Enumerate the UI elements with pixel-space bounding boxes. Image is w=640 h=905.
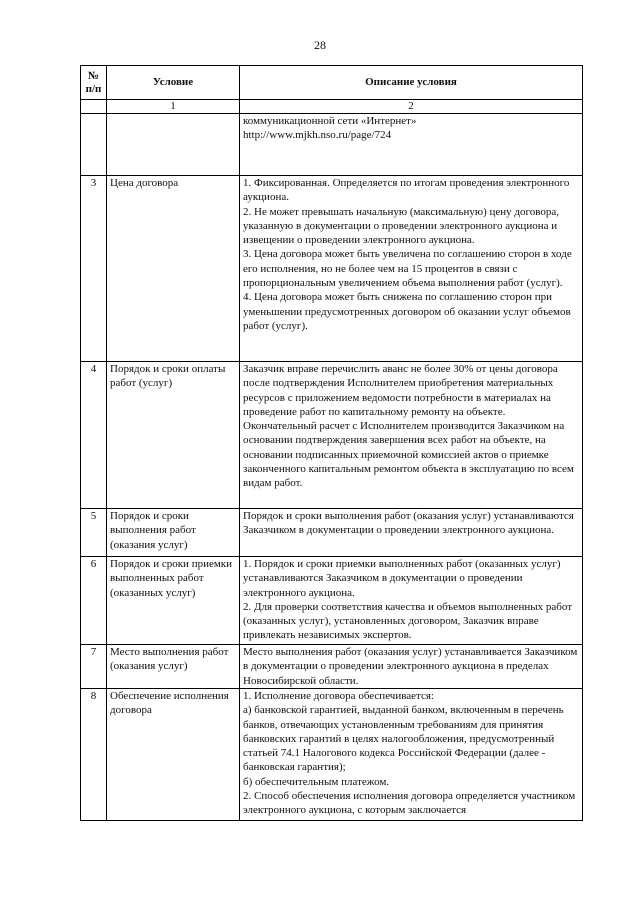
header-number: № п/п (81, 66, 107, 100)
description-paragraph: Порядок и сроки выполнения работ (оказания услуг) устанавливаются Заказчиком в документации о проведении электронного аукциона. (243, 510, 574, 537)
description-paragraph: 3. Цена договора может быть увеличена по соглашению сторон в ходе его исполнения, но не более чем на 15 процентов в связи с пропорциональным увеличением объема выполнения работ (услуг). (243, 248, 572, 290)
column-number-cell: 1 (107, 100, 240, 114)
description-paragraph: 4. Цена договора может быть снижена по соглашению сторон при уменьшении предусмотренных договором об оказании услуг объемов работ (услуг). (243, 291, 571, 332)
conditions-table (80, 65, 583, 821)
description-paragraph: 2. Способ обеспечения исполнения договора определяется участником электронного аукциона, с которым заключается (243, 790, 576, 817)
row-description (240, 114, 583, 176)
row-number: 3 (81, 176, 107, 362)
row-number: 4 (81, 362, 107, 509)
page-number: 28 (314, 38, 326, 52)
table-row (81, 176, 583, 362)
row-condition (107, 114, 240, 176)
row-condition: Порядок и сроки выполнения работ (оказания услуг) (107, 509, 240, 557)
table-row (81, 645, 583, 689)
row-number: 6 (81, 557, 107, 645)
row-number: 5 (81, 509, 107, 557)
row-description (240, 362, 583, 509)
row-condition: Место выполнения работ (оказания услуг) (107, 645, 240, 689)
row-number (81, 114, 107, 176)
column-number-cell (81, 100, 107, 114)
description-paragraph: 2. Не может превышать начальную (максимальную) цену договора, указанную в документации о проведении электронного аукциона и извещении о проведении электронного аукциона. (243, 205, 560, 247)
description-paragraph: Место выполнения работ (оказания услуг) устанавливается Заказчиком в документации о проведении электронного аукциона в пределах Новосибирской области. (243, 646, 578, 687)
row-condition: Цена договора (107, 176, 240, 362)
table-row (81, 114, 583, 176)
table-row (81, 689, 583, 821)
row-description (240, 176, 583, 362)
description-paragraph: 1. Исполнение договора обеспечивается: (243, 690, 434, 702)
row-number: 8 (81, 689, 107, 821)
row-description (240, 689, 583, 821)
row-number: 7 (81, 645, 107, 689)
description-paragraph: коммуникационной сети «Интернет» (243, 115, 417, 127)
table-row (81, 362, 583, 509)
table-row (81, 557, 583, 645)
description-paragraph: а) банковской гарантией, выданной банком, включенным в перечень банков, отвечающих установленным требованиям для принятия банковских гарантий в целях налогообложения, предусмотренный статьей 74.1 Налогового кодекса Российской Федерации (далее - банковская гарантия); (243, 704, 564, 774)
description-paragraph: Окончательный расчет с Исполнителем производится Заказчиком на основании подтверждения завершения всех работ на объекте, на основании подписанных приемочной комиссией актов о приемке законченного капитальным ремонтом объекта в эксплуатацию по всем видам работ. (243, 420, 574, 490)
row-description (240, 645, 583, 689)
table-header-row (81, 66, 583, 100)
column-number-row (81, 100, 583, 114)
description-paragraph: 1. Порядок и сроки приемки выполненных работ (оказанных услуг) устанавливаются Заказчиком в документации о проведении электронного аукциона. (243, 558, 561, 599)
row-condition: Порядок и сроки приемки выполненных работ (оказанных услуг) (107, 557, 240, 645)
column-number-cell: 2 (240, 100, 583, 114)
description-paragraph: Заказчик вправе перечислить аванс не более 30% от цены договора после подтверждения Исполнителем приобретения материальных ресурсов с приложением ведомости потребности в материалах на проведение работ по капитальному ремонту на объекте. (243, 363, 558, 418)
description-paragraph: б) обеспечительным платежом. (243, 775, 390, 788)
header-condition: Условие (107, 66, 240, 100)
header-description: Описание условия (240, 66, 583, 100)
description-paragraph: 1. Фиксированная. Определяется по итогам проведения электронного аукциона. (243, 177, 570, 204)
row-condition: Обеспечение исполнения договора (107, 689, 240, 821)
row-condition: Порядок и сроки оплаты работ (услуг) (107, 362, 240, 509)
table-row (81, 509, 583, 557)
description-paragraph: http://www.mjkh.nso.ru/page/724 (243, 129, 392, 142)
description-paragraph: 2. Для проверки соответствия качества и объемов выполненных работ (оказанных услуг), установленных договором, Заказчик вправе привлекать независимых экспертов. (243, 600, 573, 642)
row-description (240, 509, 583, 557)
row-description (240, 557, 583, 645)
table-body (81, 114, 583, 821)
